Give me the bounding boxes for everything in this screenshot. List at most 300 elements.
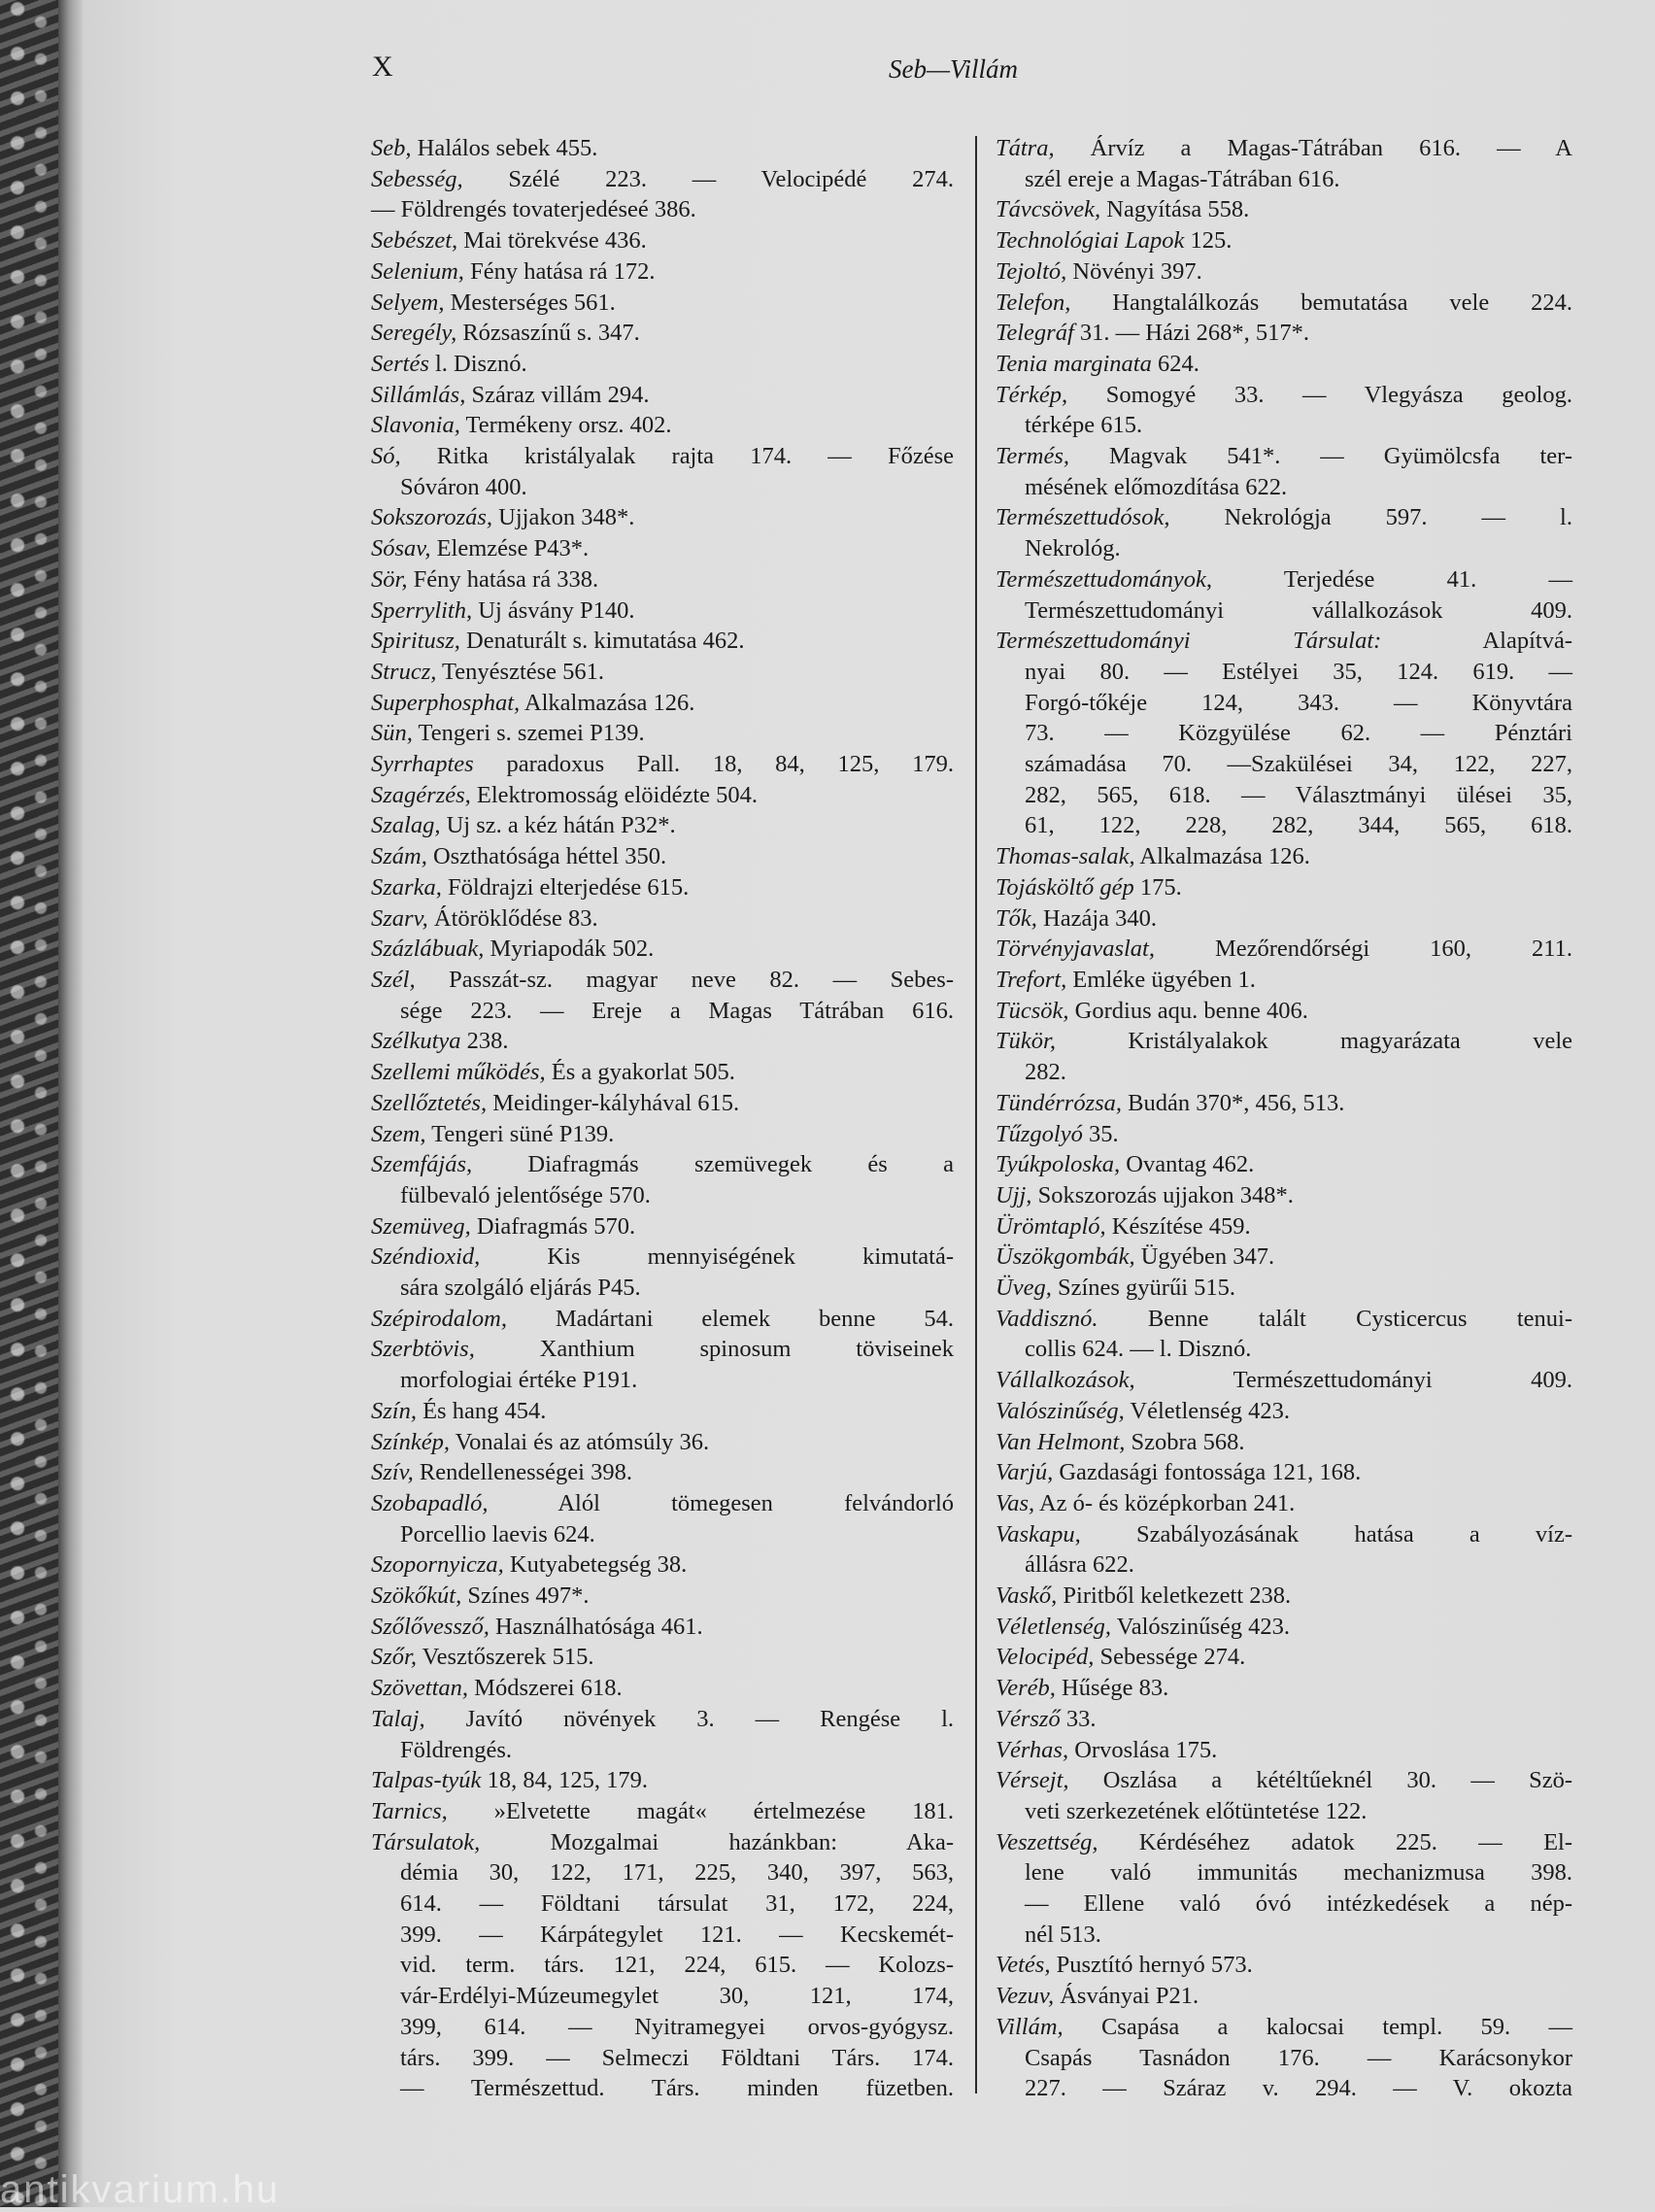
index-line — [996, 626, 1572, 657]
index-reference: 31. — Házi 268*, 517*. — [1073, 320, 1310, 347]
index-line — [371, 1365, 954, 1396]
index-reference: Tenyésztése 561. — [436, 658, 605, 685]
index-reference: vár-Erdélyi-Múzeumegylet 30, 121, 174, — [400, 1983, 954, 2010]
index-reference: 73. — Közgyülése 62. — Pénztári — [1025, 720, 1572, 747]
index-keyword: Tarnics, — [371, 1797, 448, 1824]
index-reference: 238. — [460, 1028, 509, 1055]
index-keyword: Vaskapu, — [996, 1520, 1081, 1548]
index-line — [371, 1981, 954, 2012]
index-line — [996, 1119, 1572, 1150]
index-line — [996, 194, 1572, 225]
index-keyword: Vaddisznó. — [996, 1305, 1098, 1332]
index-reference: 33. — [1060, 1705, 1097, 1732]
index-reference: És hang 454. — [416, 1397, 547, 1424]
index-line — [996, 1581, 1572, 1612]
index-keyword: Színkép, — [371, 1428, 450, 1455]
index-reference: Földrengés. — [400, 1736, 512, 1763]
index-line — [996, 380, 1572, 411]
index-line — [371, 1549, 954, 1581]
index-reference: Valószinűség 423. — [1111, 1613, 1291, 1640]
index-reference: Javító növények 3. — Rengése l. — [424, 1705, 954, 1732]
index-reference: 61, 122, 228, 282, 344, 565, 618. — [1025, 812, 1572, 839]
index-line — [371, 472, 954, 503]
index-keyword: Seb, — [371, 135, 412, 161]
index-line — [996, 1488, 1572, 1519]
index-line — [996, 934, 1572, 965]
index-line — [996, 1981, 1572, 2012]
index-line — [371, 133, 954, 164]
index-keyword: Tők, — [996, 904, 1037, 932]
index-reference: — Földrengés tovaterjedéseé 386. — [371, 196, 696, 223]
index-reference: Készítése 459. — [1105, 1212, 1251, 1240]
index-keyword: Természettudományok, — [996, 565, 1212, 593]
index-reference: Ujjakon 348*. — [492, 504, 635, 531]
index-keyword: Tojásköltő gép — [996, 873, 1134, 901]
index-keyword: Szellőztetés, — [371, 1089, 488, 1116]
index-keyword: Vezuv, — [996, 1983, 1055, 2010]
index-keyword: Szépirodalom, — [371, 1305, 507, 1332]
index-reference: Pusztító hernyó 573. — [1050, 1952, 1253, 1979]
index-reference: És a gyakorlat 505. — [545, 1059, 735, 1086]
index-line — [996, 225, 1572, 256]
index-reference: társ. 399. — Selmeczi Földtani Társ. 174. — [400, 2044, 954, 2071]
index-line — [996, 1365, 1572, 1396]
index-keyword: Telefon, — [996, 289, 1071, 316]
index-reference: Orvoslása 175. — [1068, 1736, 1218, 1763]
index-line — [371, 1857, 954, 1889]
index-line — [996, 288, 1572, 319]
index-reference: morfologiai értéke P191. — [400, 1367, 638, 1394]
index-line — [371, 380, 954, 411]
page-number: X — [372, 51, 394, 83]
index-keyword: Térkép, — [996, 381, 1068, 408]
index-line — [996, 1735, 1572, 1766]
index-keyword: Tátra, — [996, 135, 1055, 161]
index-reference: Diafragmás 570. — [470, 1212, 636, 1240]
index-keyword: Varjú, — [996, 1459, 1054, 1486]
index-keyword: Sósav, — [371, 535, 431, 562]
index-reference: Emléke ügyében 1. — [1066, 966, 1256, 993]
index-keyword: Selyem, — [371, 289, 445, 316]
index-line — [996, 1519, 1572, 1550]
index-line — [371, 1920, 954, 1951]
index-line — [371, 410, 954, 441]
index-reference: Növényi 397. — [1066, 257, 1202, 285]
index-keyword: Szarka, — [371, 873, 442, 901]
index-keyword: Vérsző — [996, 1705, 1061, 1732]
index-line — [371, 872, 954, 903]
index-reference: Oszthatósága héttel 350. — [426, 843, 667, 870]
index-line — [371, 288, 954, 319]
index-reference: lene való immunitás mechanizmusa 398. — [1025, 1859, 1572, 1887]
index-line — [371, 934, 954, 965]
index-column-left — [371, 133, 954, 2104]
index-reference: Kis mennyiségének kimutatá- — [480, 1243, 954, 1271]
index-line — [371, 626, 954, 657]
index-line — [996, 965, 1572, 996]
index-keyword: Superphosphat, — [371, 689, 521, 716]
index-keyword: Trefort, — [996, 966, 1067, 993]
index-line — [371, 194, 954, 225]
index-line — [371, 1119, 954, 1150]
index-reference: Csapás Tasnádon 176. — Karácsonykor — [1025, 2044, 1572, 2071]
index-reference: Használhatósága 461. — [489, 1613, 703, 1640]
index-line — [996, 1026, 1572, 1057]
index-reference: Elektromosság elöidézte 504. — [470, 781, 759, 808]
index-line — [996, 688, 1572, 719]
index-line — [371, 1149, 954, 1180]
index-line — [996, 2012, 1572, 2043]
index-keyword: Vaskő, — [996, 1582, 1058, 1610]
index-keyword: Sperrylith, — [371, 596, 473, 624]
index-keyword: Szőr, — [371, 1644, 417, 1671]
index-keyword: Szerbtövis, — [371, 1336, 475, 1363]
index-reference: Szobra 568. — [1125, 1428, 1245, 1455]
index-reference: Mozgalmai hazánkban: Aka- — [480, 1828, 954, 1855]
index-reference: Száraz villám 294. — [465, 381, 650, 408]
index-reference: paradoxus Pall. 18, 84, 125, 179. — [473, 751, 954, 778]
index-line — [996, 533, 1572, 564]
index-column-right — [996, 133, 1572, 2104]
index-keyword: Szélkutya — [371, 1028, 461, 1055]
index-reference: Ovantag 462. — [1120, 1151, 1255, 1178]
index-keyword: Szökőkút, — [371, 1582, 462, 1610]
index-reference: állásra 622. — [1025, 1551, 1134, 1579]
index-keyword: Szellemi működés, — [371, 1059, 546, 1086]
index-reference: Alapítvá- — [1381, 628, 1572, 655]
index-keyword: Szopornyicza, — [371, 1551, 504, 1579]
index-line — [996, 996, 1572, 1027]
index-reference: Kérdéséhez adatok 225. — El- — [1098, 1828, 1572, 1855]
index-reference: 614. — Földtani társulat 31, 172, 224, — [400, 1890, 954, 1918]
index-reference: Sóváron 400. — [400, 473, 527, 500]
index-reference: Myriapodák 502. — [484, 936, 655, 963]
index-reference: Színes gyürűi 515. — [1051, 1275, 1236, 1302]
index-reference: Kutyabetegség 38. — [503, 1551, 688, 1579]
index-reference: Elemzése P43*. — [430, 535, 590, 562]
index-reference: Földrajzi elterjedése 615. — [441, 873, 690, 901]
index-reference: Ásványai P21. — [1054, 1983, 1199, 2010]
index-line — [996, 1796, 1572, 1827]
index-reference: Forgó-tőkéje 124, 343. — Könyvtára — [1025, 689, 1572, 716]
index-reference: Alól tömegesen felvándorló — [488, 1489, 954, 1516]
index-reference: Piritből keletkezett 238. — [1057, 1582, 1292, 1610]
index-keyword: Tenia marginata — [996, 350, 1152, 377]
index-keyword: Társulatok, — [371, 1828, 481, 1855]
index-line — [996, 2043, 1572, 2074]
index-line — [996, 410, 1572, 441]
index-keyword: Sokszorozás, — [371, 504, 493, 531]
index-line — [371, 749, 954, 780]
index-reference: Csapása a kalocsai templ. 59. — — [1063, 2013, 1572, 2040]
index-line — [371, 1242, 954, 1273]
index-line — [371, 256, 954, 288]
index-keyword: Ujj, — [996, 1181, 1032, 1208]
index-line — [996, 2073, 1572, 2104]
index-keyword: Talaj, — [371, 1705, 425, 1732]
index-line — [996, 657, 1572, 688]
index-line — [996, 164, 1572, 195]
index-reference: Xanthium spinosum töviseinek — [474, 1336, 954, 1363]
index-line — [996, 441, 1572, 472]
index-keyword: Thomas-salak, — [996, 843, 1135, 870]
index-keyword: Sebesség, — [371, 165, 463, 192]
index-line — [996, 810, 1572, 841]
index-reference: 35. — [1082, 1120, 1119, 1147]
index-line — [996, 1149, 1572, 1180]
index-line — [371, 441, 954, 472]
index-reference: 125. — [1184, 227, 1233, 255]
index-line — [996, 1673, 1572, 1704]
index-keyword: Üveg, — [996, 1275, 1052, 1302]
index-reference: Nekrológ. — [1025, 535, 1121, 562]
index-keyword: Távcsövek, — [996, 196, 1101, 223]
index-line — [996, 596, 1572, 627]
index-line — [996, 1057, 1572, 1088]
index-reference: Denaturált s. kimutatása 462. — [459, 628, 745, 655]
index-line — [371, 349, 954, 380]
index-reference: 399. — Kárpátegylet 121. — Kecskemét- — [400, 1921, 954, 1948]
index-keyword: Syrrhaptes — [371, 751, 474, 778]
index-keyword: Szemüveg, — [371, 1212, 471, 1240]
index-keyword: Szemfájás, — [371, 1151, 473, 1178]
index-line — [371, 1889, 954, 1920]
index-reference: térképe 615. — [1025, 412, 1143, 439]
index-line — [371, 596, 954, 627]
binding-edge — [58, 0, 84, 2207]
index-line — [996, 1334, 1572, 1365]
index-keyword: Strucz, — [371, 658, 437, 685]
index-line — [996, 349, 1572, 380]
index-reference: sára szolgáló eljárás P45. — [400, 1275, 641, 1302]
index-keyword: Szem, — [371, 1120, 426, 1147]
index-line — [371, 1581, 954, 1612]
index-line — [371, 657, 954, 688]
index-keyword: Sertés — [371, 350, 429, 377]
index-line — [371, 1026, 954, 1057]
index-line — [371, 1396, 954, 1427]
index-reference: Budán 370*, 456, 513. — [1122, 1089, 1345, 1116]
index-keyword: Ürömtapló, — [996, 1212, 1106, 1240]
index-keyword: Sör, — [371, 565, 408, 593]
index-keyword: Természettudományi Társulat: — [996, 628, 1382, 655]
index-keyword: Villám, — [996, 2013, 1064, 2040]
index-line — [371, 1704, 954, 1735]
index-reference: Szabályozásának hatása a víz- — [1080, 1520, 1572, 1548]
index-keyword: Sebészet, — [371, 227, 458, 255]
index-reference: »Elvetette magát« értelmezése 181. — [447, 1797, 954, 1824]
index-line — [996, 1396, 1572, 1427]
index-reference: Somogyé 33. — Vlegyásza geolog. — [1067, 381, 1572, 408]
index-line — [996, 903, 1572, 935]
index-reference: Nagyítása 558. — [1100, 196, 1250, 223]
index-line — [996, 1920, 1572, 1951]
index-keyword: Tündérrózsa, — [996, 1089, 1123, 1116]
index-reference: Rendellenességei 398. — [413, 1459, 632, 1486]
index-keyword: Törvényjavaslat, — [996, 936, 1155, 963]
index-line — [371, 841, 954, 872]
index-line — [371, 688, 954, 719]
index-keyword: Telegráf — [996, 320, 1074, 347]
watermark: antikvarium.hu — [0, 2168, 281, 2211]
index-keyword: Valószinűség, — [996, 1397, 1125, 1424]
index-line — [996, 1180, 1572, 1211]
index-reference: Termékeny orsz. 402. — [459, 412, 672, 439]
index-line — [371, 533, 954, 564]
index-keyword: Szobapadló, — [371, 1489, 489, 1516]
index-reference: Színes 497*. — [461, 1582, 590, 1610]
index-line — [371, 1827, 954, 1858]
index-reference: Hűsége 83. — [1055, 1675, 1169, 1702]
index-line — [371, 1273, 954, 1304]
index-reference: vid. term. társ. 121, 224, 615. — Kolozs- — [400, 1952, 954, 1979]
index-line — [996, 1549, 1572, 1581]
index-reference: szél ereje a Magas-Tátrában 616. — [1025, 165, 1340, 192]
index-keyword: Szarv, — [371, 904, 428, 932]
index-keyword: Sün, — [371, 720, 413, 747]
index-reference: Hazája 340. — [1036, 904, 1157, 932]
index-line — [371, 1211, 954, 1242]
index-reference: Tengeri s. szemei P139. — [412, 720, 645, 747]
index-line — [996, 872, 1572, 903]
index-line — [371, 1673, 954, 1704]
index-reference: 399, 614. — Nyitramegyei orvos-gyógysz. — [400, 2013, 954, 2040]
index-line — [996, 1304, 1572, 1335]
index-keyword: Velocipéd, — [996, 1644, 1095, 1671]
index-reference: Halálos sebek 455. — [411, 135, 598, 161]
index-line — [371, 965, 954, 996]
index-line — [996, 1612, 1572, 1643]
index-line — [996, 502, 1572, 533]
index-keyword: Sillámlás, — [371, 381, 466, 408]
index-line — [371, 718, 954, 749]
index-line — [371, 903, 954, 935]
index-keyword: Tücsök, — [996, 997, 1069, 1024]
index-line — [996, 1950, 1572, 1981]
index-line — [371, 1427, 954, 1458]
index-reference: Sebessége 274. — [1094, 1644, 1246, 1671]
index-reference: Alkalmazása 126. — [520, 689, 695, 716]
index-keyword: Vérhas, — [996, 1736, 1069, 1763]
index-line — [996, 1088, 1572, 1119]
index-line — [996, 841, 1572, 872]
index-reference: Madártani elemek benne 54. — [506, 1305, 954, 1332]
index-line — [371, 1457, 954, 1488]
index-line — [371, 1334, 954, 1365]
index-line — [371, 564, 954, 596]
index-line — [996, 1427, 1572, 1458]
index-keyword: Tejoltó, — [996, 257, 1067, 285]
column-divider — [975, 136, 977, 2093]
index-keyword: Slavonia, — [371, 412, 460, 439]
index-keyword: Van Helmont, — [996, 1428, 1126, 1455]
index-line — [371, 1088, 954, 1119]
index-reference: Módszerei 618. — [468, 1675, 623, 1702]
index-line — [996, 1857, 1572, 1889]
index-reference: 227. — Száraz v. 294. — V. okozta — [1025, 2075, 1572, 2102]
index-keyword: Termés, — [996, 443, 1070, 470]
index-line — [996, 472, 1572, 503]
index-keyword: Szív, — [371, 1459, 414, 1486]
index-keyword: Tükör, — [996, 1028, 1056, 1055]
index-line — [371, 1642, 954, 1673]
index-keyword: Szalag, — [371, 812, 441, 839]
index-keyword: Talpas-tyúk — [371, 1767, 482, 1794]
index-keyword: Szél, — [371, 966, 416, 993]
index-line — [996, 133, 1572, 164]
index-line — [371, 502, 954, 533]
index-reference: Oszlása a kétéltűeknél 30. — Szö- — [1068, 1767, 1572, 1794]
index-reference: Ritka kristályalak rajta 174. — Főzése — [400, 443, 954, 470]
index-reference: Meidinger-kályhával 615. — [487, 1089, 740, 1116]
index-keyword: Vérsejt, — [996, 1767, 1069, 1794]
index-line — [371, 1612, 954, 1643]
index-line — [371, 810, 954, 841]
index-line — [371, 1180, 954, 1211]
index-reference: Magvak 541*. — Gyümölcsfa ter- — [1069, 443, 1572, 470]
index-reference: Ügyében 347. — [1134, 1243, 1275, 1271]
index-keyword: Széndioxid, — [371, 1243, 481, 1271]
index-keyword: Szőlővessző, — [371, 1613, 490, 1640]
index-keyword: Technológiai Lapok — [996, 227, 1185, 255]
index-line — [996, 718, 1572, 749]
index-line — [996, 1889, 1572, 1920]
index-reference: fülbevaló jelentősége 570. — [400, 1181, 651, 1208]
index-line — [371, 2012, 954, 2043]
index-reference: Uj ásvány P140. — [472, 596, 635, 624]
index-keyword: Vetés, — [996, 1952, 1051, 1979]
index-reference: mésének előmozdítása 622. — [1025, 473, 1288, 500]
index-line — [371, 225, 954, 256]
index-reference: Fény hatása rá 338. — [407, 565, 599, 593]
index-line — [996, 1242, 1572, 1273]
book-binding-pattern — [0, 0, 58, 2207]
index-line — [996, 1211, 1572, 1242]
index-reference: 282, 565, 618. — Választmányi ülései 35, — [1025, 781, 1572, 808]
index-line — [996, 1704, 1572, 1735]
index-reference: Átöröklődése 83. — [427, 904, 598, 932]
index-line — [371, 1304, 954, 1335]
index-reference: Szélé 223. — Velocipédé 274. — [462, 165, 954, 192]
index-keyword: Szám, — [371, 843, 427, 870]
index-reference: 175. — [1133, 873, 1182, 901]
index-reference: Alkalmazása 126. — [1134, 843, 1310, 870]
index-reference: Terjedése 41. — — [1211, 565, 1572, 593]
index-line — [371, 1796, 954, 1827]
index-keyword: Természettudósok, — [996, 504, 1170, 531]
index-line — [371, 780, 954, 811]
running-title: Seb—Villám — [889, 54, 1018, 84]
index-reference: — Természettud. Társ. minden füzetben. — [400, 2075, 954, 2102]
index-line — [996, 1642, 1572, 1673]
index-line — [996, 749, 1572, 780]
index-reference: Mesterséges 561. — [444, 289, 616, 316]
index-keyword: Szagérzés, — [371, 781, 471, 808]
index-keyword: Vállalkozások, — [996, 1367, 1135, 1394]
index-keyword: Seregély, — [371, 320, 457, 347]
index-reference: Benne talált Cysticercus tenui- — [1098, 1305, 1572, 1332]
index-line — [371, 1057, 954, 1088]
index-reference: Diafragmás szemüvegek és a — [472, 1151, 954, 1178]
index-line — [996, 564, 1572, 596]
index-reference: Természettudományi 409. — [1134, 1367, 1572, 1394]
index-reference: nél 513. — [1025, 1921, 1101, 1948]
index-keyword: Tűzgolyó — [996, 1120, 1083, 1147]
index-reference: Árvíz a Magas-Tátrában 616. — A — [1054, 135, 1572, 161]
index-line — [996, 1765, 1572, 1796]
index-line — [996, 1827, 1572, 1858]
index-reference: Gazdasági fontossága 121, 168. — [1053, 1459, 1362, 1486]
